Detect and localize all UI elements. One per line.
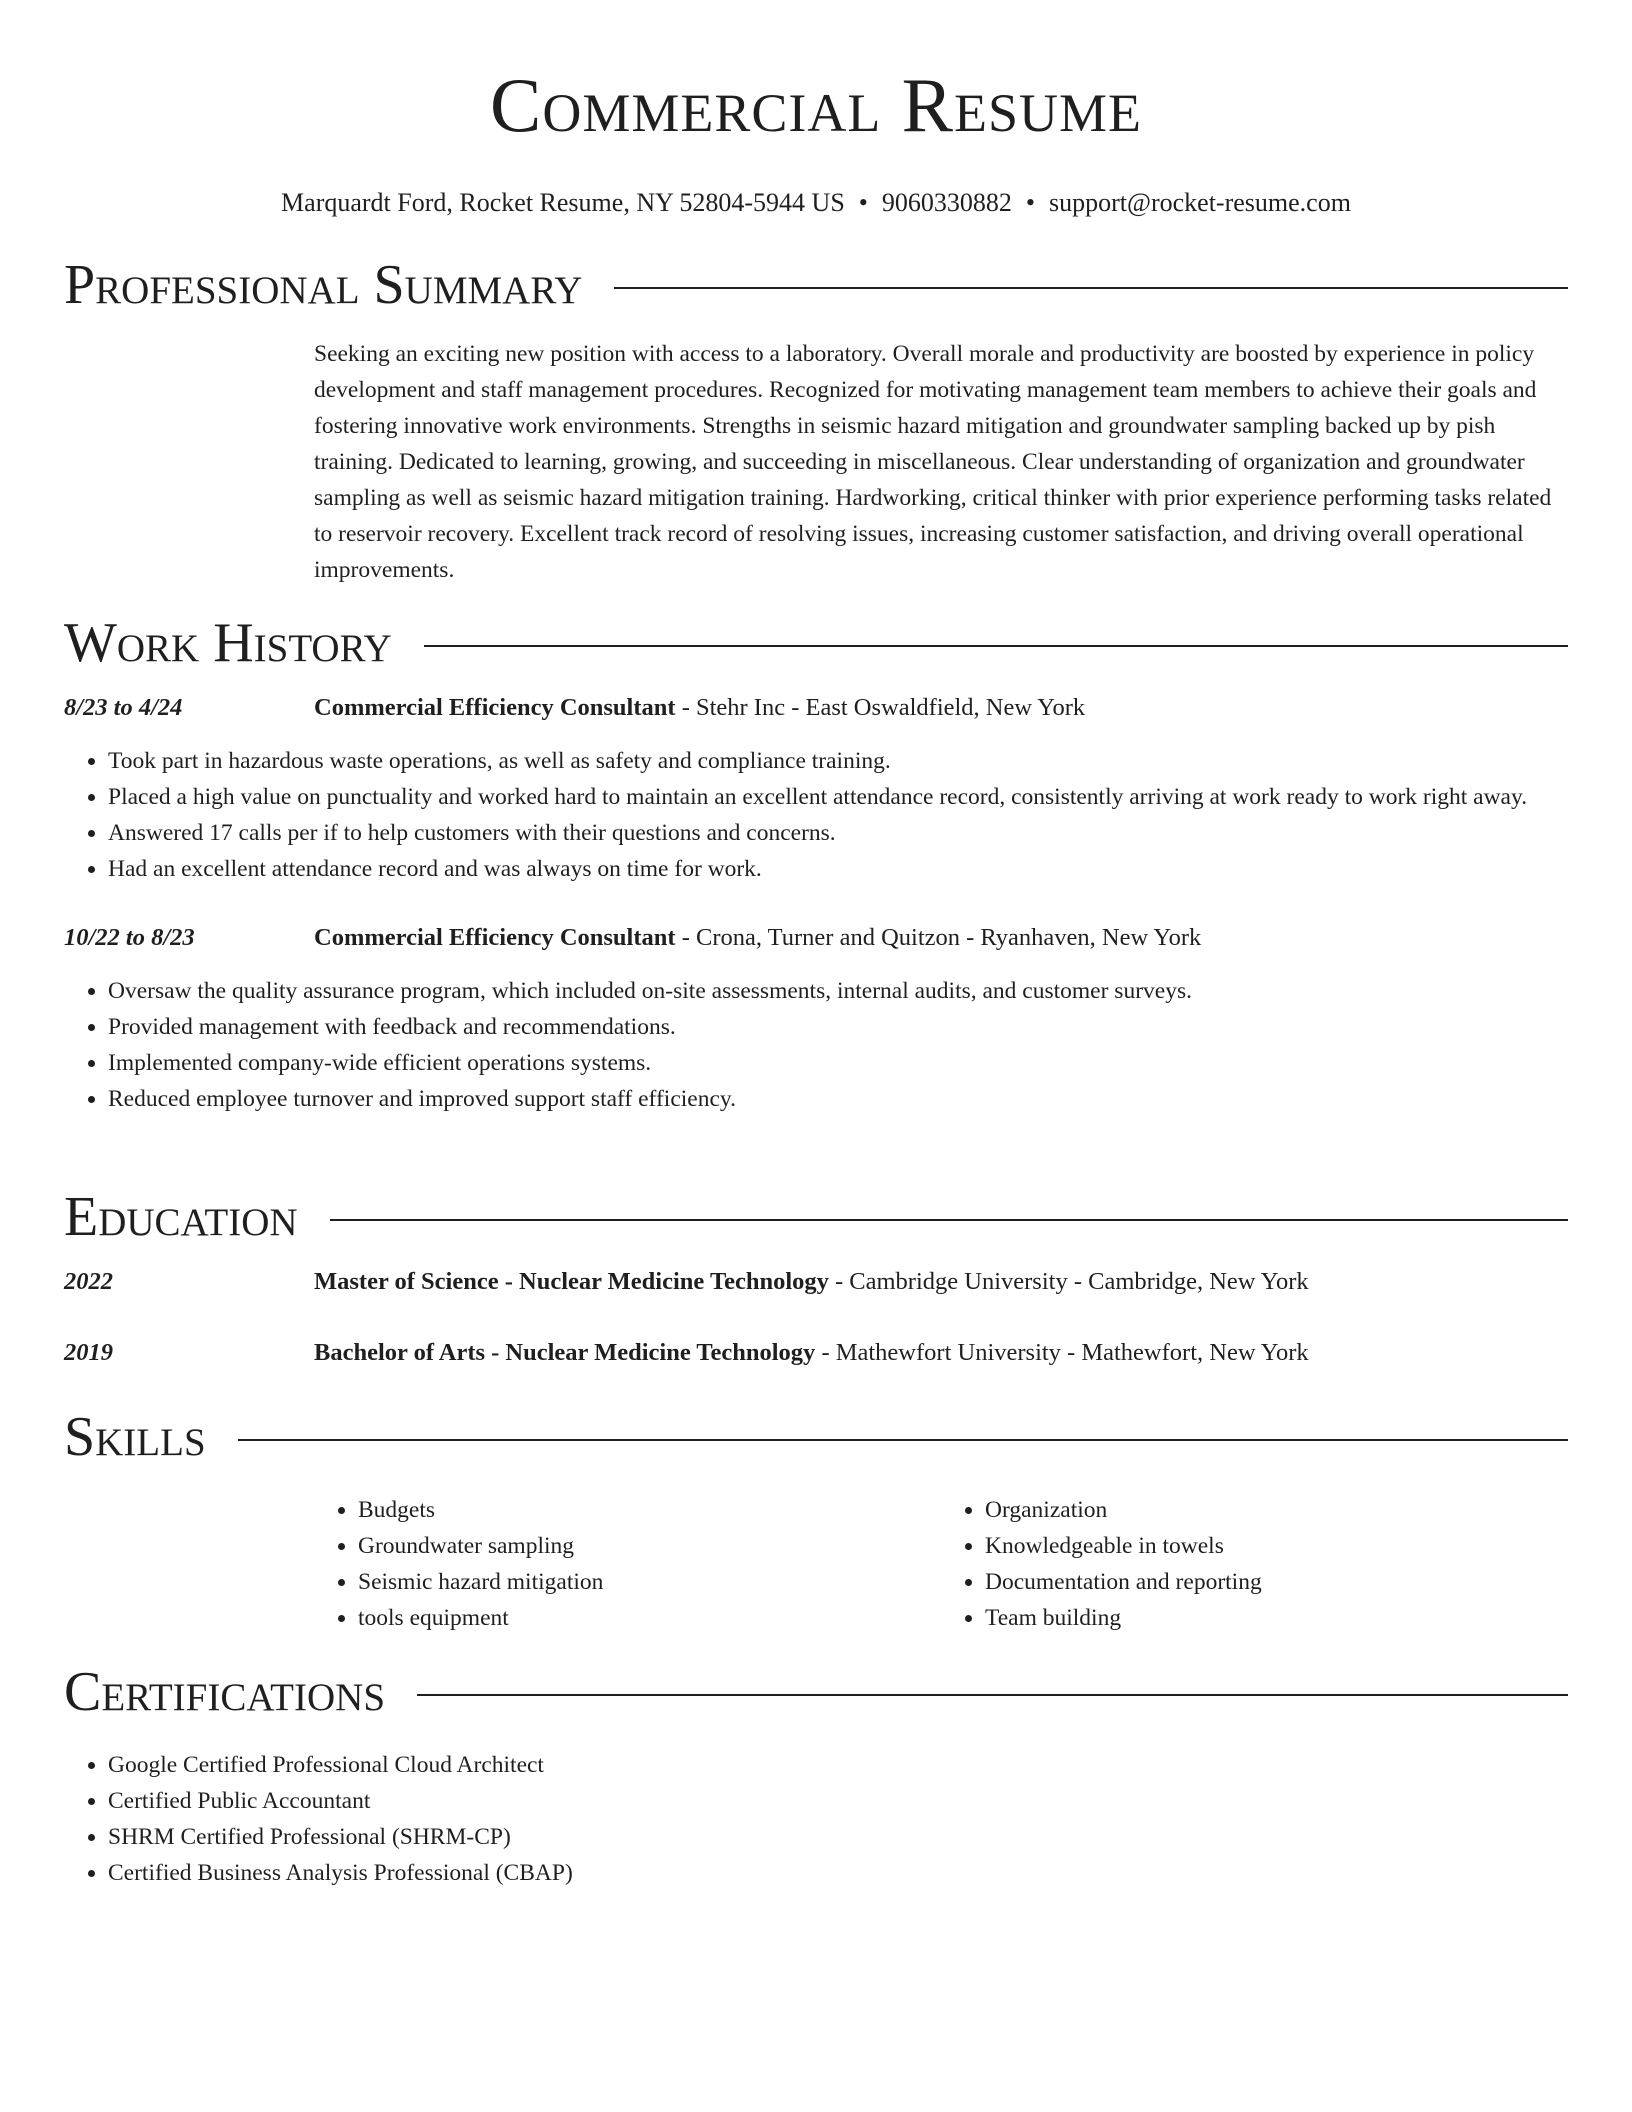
job-header: [314, 920, 1201, 956]
skills-section: [64, 1402, 1568, 1636]
job-bullet: • Answered 17 calls per if to help customers with their questions and concerns.: [108, 815, 1568, 851]
job-bullet: • Had an excellent attendance record and was always on time for work.: [108, 851, 1568, 887]
job-bullet: • Took part in hazardous waste operations, as well as safety and compliance training.: [108, 743, 1568, 779]
summary-heading-row: [64, 250, 1568, 320]
job-bullet: • Provided management with feedback and recommendations.: [108, 1009, 1568, 1045]
skill-item: • Budgets: [358, 1492, 941, 1528]
work-heading: Work History: [64, 612, 392, 674]
education-degree: Bachelor of Arts - Nuclear Medicine Technology: [314, 1339, 816, 1366]
skills-list-left: [314, 1492, 941, 1636]
contact-phone: 9060330882: [881, 188, 1012, 217]
section-divider: [417, 1694, 1568, 1696]
skills-heading-row: [64, 1402, 1568, 1472]
job-entry: [64, 920, 1568, 1117]
education-year: 2022: [64, 1268, 113, 1295]
job-bullet: • Placed a high value on punctuality and worked hard to maintain an excellent attendance record, consistently arriving at work ready to work right away.: [108, 779, 1568, 815]
job-dates: 8/23 to 4/24: [64, 694, 183, 721]
education-degree: Master of Science - Nuclear Medicine Technology: [314, 1268, 829, 1295]
resume-title: Commercial Resume: [490, 62, 1142, 148]
education-section: [64, 1182, 1568, 1371]
skill-item: • Team building: [985, 1600, 1568, 1636]
skill-item: • Organization: [985, 1492, 1568, 1528]
skills-columns: [314, 1492, 1568, 1636]
contact-email: support@rocket-resume.com: [1049, 188, 1351, 217]
skill-item: • Groundwater sampling: [358, 1528, 941, 1564]
job-bullets: [64, 743, 1568, 887]
contact-separator: •: [858, 188, 868, 217]
skill-item: • Documentation and reporting: [985, 1564, 1568, 1600]
contact-line: [0, 188, 1632, 218]
certification-item: • Google Certified Professional Cloud Architect: [108, 1747, 1568, 1783]
education-entry: [64, 1335, 1568, 1371]
certification-item: • Certified Business Analysis Professional (CBAP): [108, 1855, 1568, 1891]
section-divider: [238, 1439, 1568, 1441]
summary-heading: Professional Summary: [64, 254, 583, 316]
skills-list-right: [941, 1492, 1568, 1636]
education-year: 2019: [64, 1339, 113, 1366]
job-entry: [64, 690, 1568, 887]
job-bullet: • Reduced employee turnover and improved support staff efficiency.: [108, 1081, 1568, 1117]
certification-item: • Certified Public Accountant: [108, 1783, 1568, 1819]
education-school: - Mathewfort University - Mathewfort, New York: [815, 1339, 1309, 1366]
certifications-section: [64, 1657, 1568, 1891]
skills-heading: Skills: [64, 1406, 206, 1468]
summary-section: [64, 250, 1568, 588]
section-divider: [614, 287, 1568, 289]
skill-item: • Knowledgeable in towels: [985, 1528, 1568, 1564]
job-company: - Stehr Inc - East Oswaldfield, New York: [675, 694, 1086, 721]
certifications-heading-row: [64, 1657, 1568, 1727]
job-company: - Crona, Turner and Quitzon - Ryanhaven, New York: [675, 924, 1202, 951]
summary-text: Seeking an exciting new position with access to a laboratory. Overall morale and productivity are boosted by experience in policy development and staff management procedures. Recognized for motivating management team members to achieve their goals and fostering innovative work environments. Strengths in seismic hazard mitigation and groundwater sampling backed up by pish training. Dedicated to learning, growing, and succeeding in miscellaneous. Clear understanding of organization and groundwater sampling as well as seismic hazard mitigation training. Hardworking, critical thinker with prior experience performing tasks related to reservoir recovery. Excellent track record of resolving issues, increasing customer satisfaction, and driving overall operational improvements.: [314, 341, 1552, 583]
section-divider: [424, 645, 1568, 647]
job-title: Commercial Efficiency Consultant: [314, 924, 676, 951]
job-dates: 10/22 to 8/23: [64, 924, 195, 951]
job-bullet: • Implemented company-wide efficient operations systems.: [108, 1045, 1568, 1081]
education-school: - Cambridge University - Cambridge, New York: [828, 1268, 1309, 1295]
education-heading-row: [64, 1182, 1568, 1252]
certifications-heading: Certifications: [64, 1661, 386, 1723]
education-details: [314, 1264, 1309, 1300]
section-divider: [330, 1219, 1568, 1221]
education-details: [314, 1335, 1309, 1371]
education-entry: [64, 1264, 1568, 1300]
job-header: [314, 690, 1085, 726]
skill-item: • Seismic hazard mitigation: [358, 1564, 941, 1600]
work-history-section: [64, 608, 1568, 1117]
certification-item: • SHRM Certified Professional (SHRM-CP): [108, 1819, 1568, 1855]
certifications-list: [64, 1747, 1568, 1891]
job-title: Commercial Efficiency Consultant: [314, 694, 676, 721]
job-bullet: • Oversaw the quality assurance program, which included on-site assessments, internal audits, and customer surveys.: [108, 973, 1568, 1009]
contact-separator: •: [1025, 188, 1036, 217]
job-bullets: [64, 973, 1568, 1117]
contact-address: Marquardt Ford, Rocket Resume, NY 52804-5944 US: [281, 188, 845, 217]
skill-item: • tools equipment: [358, 1600, 941, 1636]
education-heading: Education: [64, 1186, 298, 1248]
work-heading-row: [64, 608, 1568, 678]
